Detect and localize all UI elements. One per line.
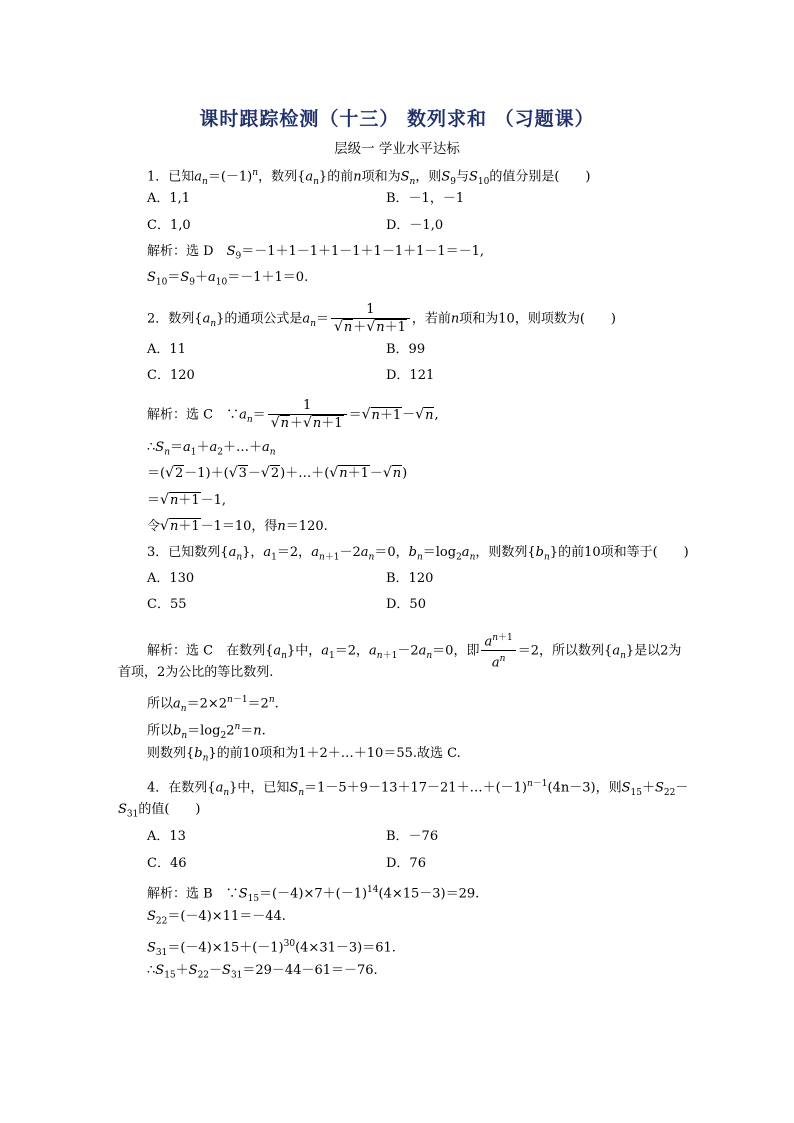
section-subtitle: 层级一 学业水平达标 bbox=[334, 141, 460, 157]
q3-option-a: A．130 bbox=[147, 571, 195, 586]
q4-stem-line1: 4．在数列$\{a_n\}$中，已知$S_n=1-5+9-13+17-21+\dots+(-1)^{n-1}(4n-3)$，则$S_{15}+S_{22}-$ bbox=[147, 779, 689, 798]
q4-option-a: A．13 bbox=[147, 829, 186, 844]
q3-option-c: C．55 bbox=[147, 597, 187, 612]
q2-solution-fraction: $\frac{1}{√n+√n+1}$ bbox=[268, 398, 347, 432]
q3-solution-line1: 解析：选 C 在数列$\{a_n\}$中，$a_1=2$，$a_{n+1}-2a_n=0$，即 $\frac{a^{n+1}}{a^n}$ ＝2，所以数列$\{a_n\}$是以2为 bbox=[147, 630, 681, 672]
q3-solution-line3: 所以$a_n=2\times 2^{n-1}=2^n$. bbox=[147, 695, 279, 714]
q2-option-c: C．120 bbox=[147, 368, 195, 383]
q2-option-a: A．11 bbox=[147, 342, 186, 357]
q2-option-b: B．99 bbox=[386, 342, 426, 357]
q4-option-d: D．76 bbox=[386, 856, 426, 871]
q4-solution-line4: $\therefore S_{15}+S_{22}-S_{31}=29-44-61=-76$. bbox=[147, 963, 378, 981]
q2-fraction: $\frac{1}{√n+√n+1}$ bbox=[331, 302, 410, 336]
q2-solution-line1: 解析：选 C $\because a_n=$ $\frac{1}{√n+√n+1}$ ＝√n＋1－√n, bbox=[147, 398, 439, 431]
q1-stem: 1．已知$a_n=(-1)^n$，数列$\{a_n\}$的前n项和为$S_n$，则$S_9$与$S_{10}$的值分别是( ) bbox=[147, 168, 591, 187]
q4-option-c: C．46 bbox=[147, 856, 187, 871]
q1-solution-line1: 解析：选 D $S_9=-1+1-1+1-1+1-1+1-1=-1$, bbox=[147, 244, 485, 262]
q2-solution-line2: $\therefore S_n=a_1+a_2+\dots+a_n$ bbox=[147, 440, 276, 458]
q4-solution-line2: $S_{22}=(-4)\times 11=-44$. bbox=[147, 909, 286, 927]
q4-option-b: B．－76 bbox=[386, 829, 439, 844]
q1-option-c: C．1,0 bbox=[147, 218, 191, 233]
q2-solution-line4: ＝√n＋1－1, bbox=[147, 492, 226, 508]
q2-solution-line3: ＝(√2－1)＋(√3－√2)＋…＋(√n＋1－√n) bbox=[147, 465, 408, 481]
q4-solution-line1: 解析：选 B $\because S_{15}=(-4)\times 7+(-1)^{14}(4\times 15-3)=29$. bbox=[147, 885, 480, 904]
q2-option-d: D．121 bbox=[386, 368, 435, 383]
q1-option-b: B．－1，－1 bbox=[386, 191, 465, 206]
q3-solution-line2: 首项，2为公比的等比数列. bbox=[118, 665, 274, 680]
q1-option-a: A．1,1 bbox=[147, 191, 191, 206]
q1-option-d: D．－1,0 bbox=[386, 218, 444, 233]
q3-solution-fraction: $\frac{a^{n+1}}{a^n}$ bbox=[481, 630, 515, 672]
q3-option-b: B．120 bbox=[386, 571, 434, 586]
q3-solution-line5: 则数列$\{b_n\}$的前10项和为1＋2＋…＋10＝55.故选 C. bbox=[147, 746, 461, 764]
q4-stem-line2: $S_{31}$的值( ) bbox=[118, 802, 201, 820]
q2-solution-line5: 令√n＋1－1＝10，得n＝120. bbox=[147, 518, 328, 534]
q4-solution-line3: $S_{31}=(-4)\times 15+(-1)^{30}(4\times 31-3)=61$. bbox=[147, 939, 396, 958]
q3-option-d: D．50 bbox=[386, 597, 426, 612]
q3-solution-line4: 所以$b_n=\log_22^n=n$. bbox=[147, 722, 266, 741]
q2-stem: 2．数列$\{a_n\}$的通项公式是$a_n=$ $\frac{1}{√n+√n+1}$ ，若前n项和为10，则项数为( ) bbox=[147, 302, 616, 335]
q1-solution-line2: $S_{10}=S_9+a_{10}=-1+1=0$. bbox=[147, 270, 309, 288]
page-title: 课时跟踪检测（十三） 数列求和 （习题课） bbox=[199, 108, 595, 130]
q3-stem: 3．已知数列$\{a_n\}$，$a_1=2$，$a_{n+1}-2a_n=0$，$b_n=\log_2a_n$，则数列$\{b_n\}$的前10项和等于( ) bbox=[147, 545, 689, 563]
